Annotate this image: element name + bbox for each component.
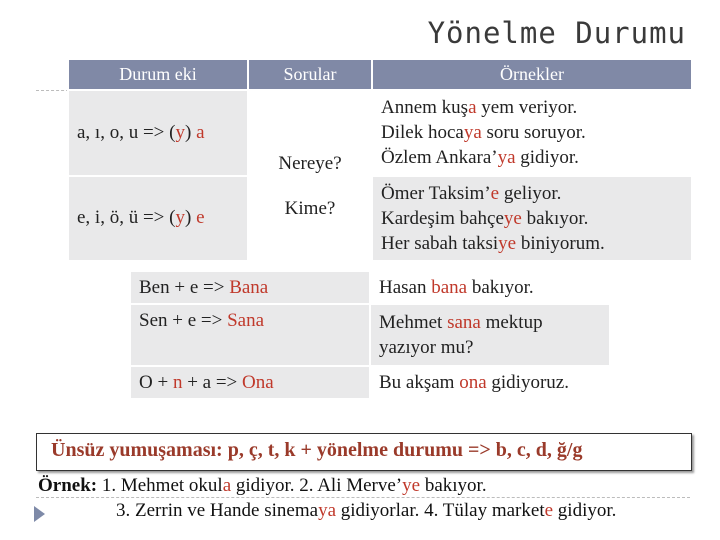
table-row (130, 304, 610, 366)
question-nereye: Nereye? (278, 153, 342, 174)
suffix-letter: e (196, 207, 205, 229)
examples-e-cell (372, 176, 692, 262)
pronoun-sentence-o: Bu akşam ona gidiyoruz. (370, 366, 610, 399)
rule-text: Ünsüz yumuşaması: p, ç, t, k + yönelme durumu => b, c, d, ğ/g (51, 439, 583, 461)
suffix-text: ) (184, 121, 197, 143)
header-durum-eki: Durum eki (68, 59, 248, 90)
header-ornekler: Örnekler (372, 59, 692, 90)
pronoun-sentence-sen: Mehmet sana mektup yazıyor mu? (370, 304, 610, 366)
suffix-text: a, ı, o, u => ( (77, 121, 176, 143)
buffer-letter: y (175, 121, 185, 143)
examples-line-1: Örnek: 1. Mehmet okula gidiyor. 2. Ali Merve’ye bakıyor. (38, 475, 487, 496)
pronoun-formula-sen: Sen + e => Sana (130, 304, 370, 366)
page-title: Yönelme Durumu (427, 16, 686, 50)
table-row (130, 366, 610, 399)
example-line: Her sabah taksiye biniyorum. (381, 232, 605, 254)
pronoun-table (129, 270, 611, 400)
question-kime: Kime? (284, 198, 336, 219)
pronoun-formula-ben: Ben + e => Bana (130, 271, 370, 304)
triangle-bullet-icon (34, 506, 45, 522)
table-header-row (68, 59, 692, 90)
example-line: Dilek hocaya soru soruyor. (381, 122, 586, 144)
buffer-letter: y (175, 207, 185, 229)
examples-label: Örnek: (38, 475, 98, 496)
suffix-letter: a (196, 121, 205, 143)
pronoun-sentence-ben: Hasan bana bakıyor. (370, 271, 610, 304)
table-row (68, 176, 692, 262)
examples-line-2: 3. Zerrin ve Hande sinemaya gidiyorlar. 4. Tülay markete gidiyor. (116, 500, 617, 521)
examples-a-cell (372, 90, 692, 176)
example-line: Özlem Ankara’ya gidiyor. (381, 147, 579, 169)
rule-box (36, 433, 692, 471)
pronoun-formula-o: O + n + a => Ona (130, 366, 370, 399)
example-line: Ömer Taksim’e geliyor. (381, 182, 562, 204)
table-row (68, 90, 692, 176)
suffix-cell-a (68, 90, 248, 176)
example-line: Kardeşim bahçeye bakıyor. (381, 207, 589, 229)
case-table (67, 58, 693, 262)
divider (36, 497, 690, 498)
question-cell (248, 90, 372, 261)
suffix-cell-e (68, 176, 248, 262)
table-row (130, 271, 610, 304)
suffix-text: e, i, ö, ü => ( (77, 207, 176, 229)
example-line: Annem kuşa yem veriyor. (381, 97, 578, 119)
suffix-text: ) (184, 207, 197, 229)
header-sorular: Sorular (248, 59, 372, 90)
